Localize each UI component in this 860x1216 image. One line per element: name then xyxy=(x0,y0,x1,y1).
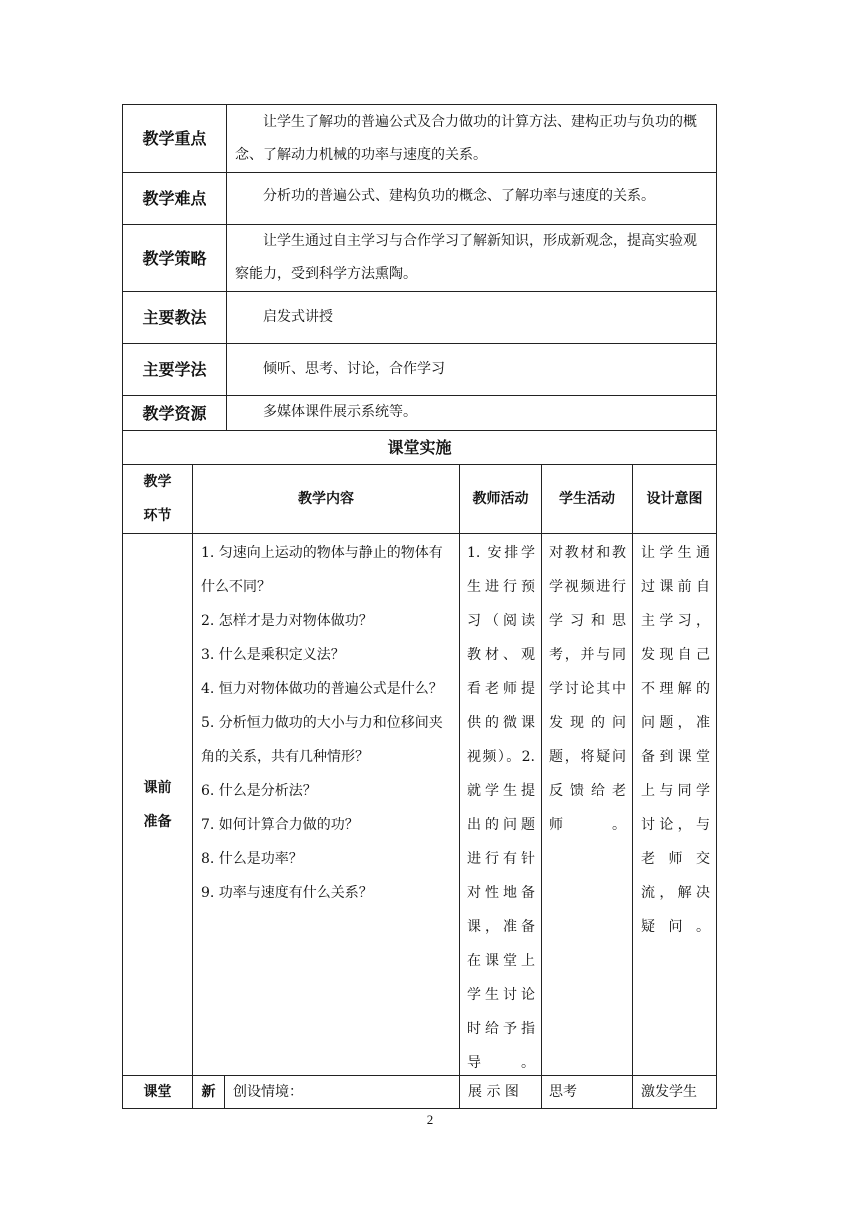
list-item: 7. 如何计算合力做的功？ xyxy=(201,817,359,833)
class-teacher: 展 示 图 xyxy=(468,1084,519,1100)
header-intent: 设计意图 xyxy=(646,491,703,507)
stage-class: 课堂 xyxy=(143,1084,172,1100)
header-stage xyxy=(123,465,192,533)
header-stage-line2: 环节 xyxy=(143,508,172,524)
list-item: 4. 恒力对物体做功的普遍公式是什么？ xyxy=(201,681,443,697)
list-item: 6. 什么是分析法？ xyxy=(201,783,317,799)
stage-prep-line1: 课前 xyxy=(143,779,172,796)
text-key-points: 让学生了解功的普遍公式及合力做功的计算方法、建构正功与负功的概念、了解动力机械的功率与速度的关系。 xyxy=(235,114,697,163)
stage-class-sub: 新 xyxy=(201,1084,216,1100)
list-item: 2. 怎样才是力对物体做功？ xyxy=(201,613,373,629)
label-difficulties: 教学难点 xyxy=(142,189,207,208)
list-item: 5. 分析恒力做功的大小与力和位移间夹角的关系，共有几种情形？ xyxy=(201,715,443,765)
header-stage-line1: 教学 xyxy=(143,474,172,490)
text-difficulties: 分析功的普遍公式、建构负功的概念、了解功率与速度的关系。 xyxy=(263,188,655,204)
header-student: 学生活动 xyxy=(559,491,615,507)
class-intent: 激发学生 xyxy=(641,1084,697,1100)
text-strategy: 让学生通过自主学习与合作学习了解新知识，形成新观念，提高实验观察能力，受到科学方法熏陶。 xyxy=(235,233,697,282)
list-item: 1. 匀速向上运动的物体与静止的物体有什么不同？ xyxy=(201,545,443,595)
label-learning-method: 主要学法 xyxy=(142,360,207,379)
label-key-points: 教学重点 xyxy=(142,129,207,148)
prep-student-activity: 对教材和教学视频进行学习和思考，并与同学讨论其中发现的问题，将疑问反馈给老师。 xyxy=(549,545,626,833)
list-item: 8. 什么是功率？ xyxy=(201,851,303,867)
stage-prep xyxy=(123,534,192,1075)
section-title: 课堂实施 xyxy=(387,438,452,457)
prep-teacher-activity: 1. 安排学生进行预习（阅读教材、观看老师提供的微课视频）。2. 就学生提出的问题进行有针对性地备课，准备在课堂上学生讨论时给予指导。 xyxy=(467,545,535,1071)
class-content: 创设情境： xyxy=(233,1084,303,1100)
page-number: 2 xyxy=(426,1112,434,1127)
label-strategy: 教学策略 xyxy=(142,248,207,268)
list-item: 9. 功率与速度有什么关系？ xyxy=(201,885,373,901)
text-resources: 多媒体课件展示系统等。 xyxy=(263,404,417,420)
text-learning-method: 倾听、思考、讨论，合作学习 xyxy=(263,361,445,377)
label-teaching-method: 主要教法 xyxy=(142,308,207,327)
header-teacher: 教师活动 xyxy=(472,491,529,507)
prep-design-intent: 让学生通过课前自主学习，发现自己不理解的问题，准备到课堂上与同学讨论，与老师交流，解决疑问。 xyxy=(641,545,710,935)
list-item: 3. 什么是乘积定义法？ xyxy=(201,647,345,663)
text-teaching-method: 启发式讲授 xyxy=(263,309,333,325)
stage-prep-line2: 准备 xyxy=(143,813,172,830)
header-content: 教学内容 xyxy=(298,491,354,507)
class-student: 思考 xyxy=(549,1084,577,1100)
prep-questions-list xyxy=(193,534,459,1075)
label-resources: 教学资源 xyxy=(142,403,207,423)
